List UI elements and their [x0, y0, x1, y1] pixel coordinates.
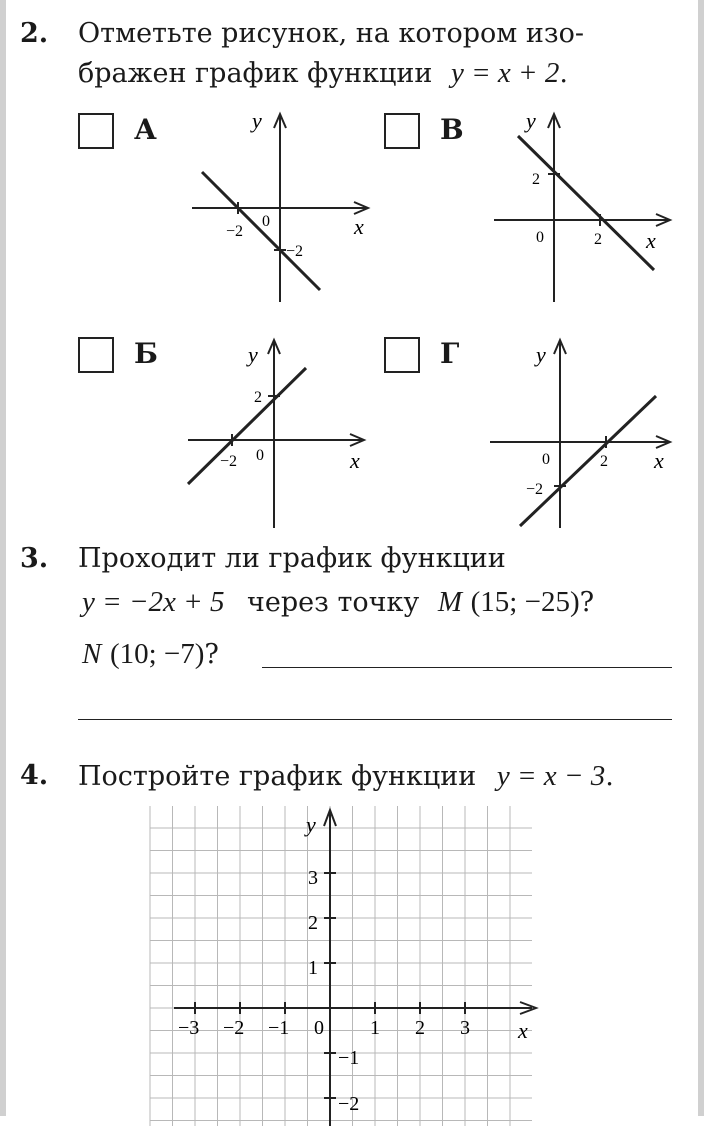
option-g-y-label: y — [536, 342, 546, 367]
task-4-line-1 — [78, 760, 614, 793]
task-3-question-1: ? — [579, 587, 595, 618]
task-3-line-3 — [82, 638, 219, 671]
answer-line-2[interactable] — [78, 719, 672, 720]
task-4-text: Постройте график функции — [78, 761, 477, 792]
task-4-formula: y = x − 3 — [496, 760, 606, 792]
task-3-point-n-coords: (10; −7) — [109, 638, 205, 670]
option-b-checkbox[interactable] — [78, 337, 114, 373]
task-2-line-2-text: бражен график функции — [78, 58, 433, 89]
option-g-graph — [488, 336, 688, 536]
grid-x-label: x — [518, 1018, 528, 1043]
option-v-y-label: y — [526, 108, 536, 133]
grid-y-tick-1: 1 — [308, 957, 318, 979]
answer-line-1[interactable] — [262, 667, 672, 668]
option-b-y-tick-label: 2 — [254, 389, 262, 406]
option-g-x-label: x — [654, 448, 664, 473]
task-3-point-m-coords: (15; −25) — [470, 586, 580, 618]
task-2-line-2 — [78, 57, 568, 90]
option-a-y-label: y — [252, 108, 262, 133]
option-v-origin-label: 0 — [536, 229, 544, 246]
option-b-y-label: y — [248, 342, 258, 367]
option-b-origin-label: 0 — [256, 447, 264, 464]
task-3-point-n: N — [82, 638, 102, 670]
task-3-point-m: M — [437, 586, 463, 618]
option-g-x-tick-label: 2 — [600, 453, 608, 470]
task-2-number: 2. — [20, 18, 49, 49]
grid-y-tick-minus-1: −1 — [338, 1047, 360, 1069]
grid-x-tick-1: 1 — [370, 1017, 380, 1039]
task-2-formula: y = x + 2 — [450, 57, 560, 89]
task-3-number: 3. — [20, 543, 49, 574]
grid-y-tick-2: 2 — [308, 912, 318, 934]
grid-x-tick-minus-3: −3 — [178, 1017, 200, 1039]
task-2-period: . — [559, 58, 568, 89]
task-3-line-2 — [82, 586, 594, 619]
option-v-graph — [492, 110, 692, 310]
option-b-x-label: x — [350, 448, 360, 473]
option-b-letter: Б — [134, 337, 158, 370]
option-a-line — [202, 172, 320, 290]
task-4-period: . — [605, 761, 614, 792]
grid-y-tick-minus-2: −2 — [338, 1093, 360, 1115]
task-2-line-1: Отметьте рисунок, на котором изо- — [78, 18, 584, 49]
option-v-x-label: x — [646, 228, 656, 253]
option-a-letter: А — [134, 113, 157, 146]
task-3-question-2: ? — [204, 639, 219, 670]
option-v-letter: В — [440, 113, 464, 146]
grid-x-tick-3: 3 — [460, 1017, 470, 1039]
option-a-graph — [188, 110, 388, 310]
option-a-x-label: x — [354, 214, 364, 239]
option-g-line — [520, 396, 656, 526]
task-3-formula: y = −2x + 5 — [82, 586, 225, 618]
grid-x-tick-minus-1: −1 — [268, 1017, 290, 1039]
option-g-y-tick-label: −2 — [526, 481, 544, 498]
option-a-checkbox[interactable] — [78, 113, 114, 149]
option-g-origin-label: 0 — [542, 451, 550, 468]
task-3-middle: через точку — [247, 587, 420, 618]
option-g-checkbox[interactable] — [384, 337, 420, 373]
option-g-letter: Г — [440, 337, 460, 370]
page-left-edge — [0, 0, 6, 1116]
option-v-line — [518, 136, 654, 270]
coordinate-grid[interactable] — [150, 806, 550, 1126]
option-b-line — [188, 368, 306, 484]
task-3-line-1: Проходит ли график функции — [78, 543, 506, 574]
grid-lines — [150, 806, 532, 1126]
option-a-y-tick-label: −2 — [286, 243, 304, 260]
task-4-number: 4. — [20, 760, 49, 791]
grid-origin-label: 0 — [314, 1017, 324, 1039]
option-a-origin-label: 0 — [262, 213, 270, 230]
grid-x-tick-minus-2: −2 — [223, 1017, 245, 1039]
option-a-x-tick-label: −2 — [226, 223, 244, 240]
grid-x-tick-2: 2 — [415, 1017, 425, 1039]
option-b-graph — [186, 336, 386, 536]
option-b-x-tick-label: −2 — [220, 453, 238, 470]
option-v-x-tick-label: 2 — [594, 231, 602, 248]
option-v-y-tick-label: 2 — [532, 171, 540, 188]
grid-y-label: y — [306, 812, 316, 837]
option-v-checkbox[interactable] — [384, 113, 420, 149]
grid-y-tick-3: 3 — [308, 867, 318, 889]
page-right-edge — [698, 0, 704, 1116]
